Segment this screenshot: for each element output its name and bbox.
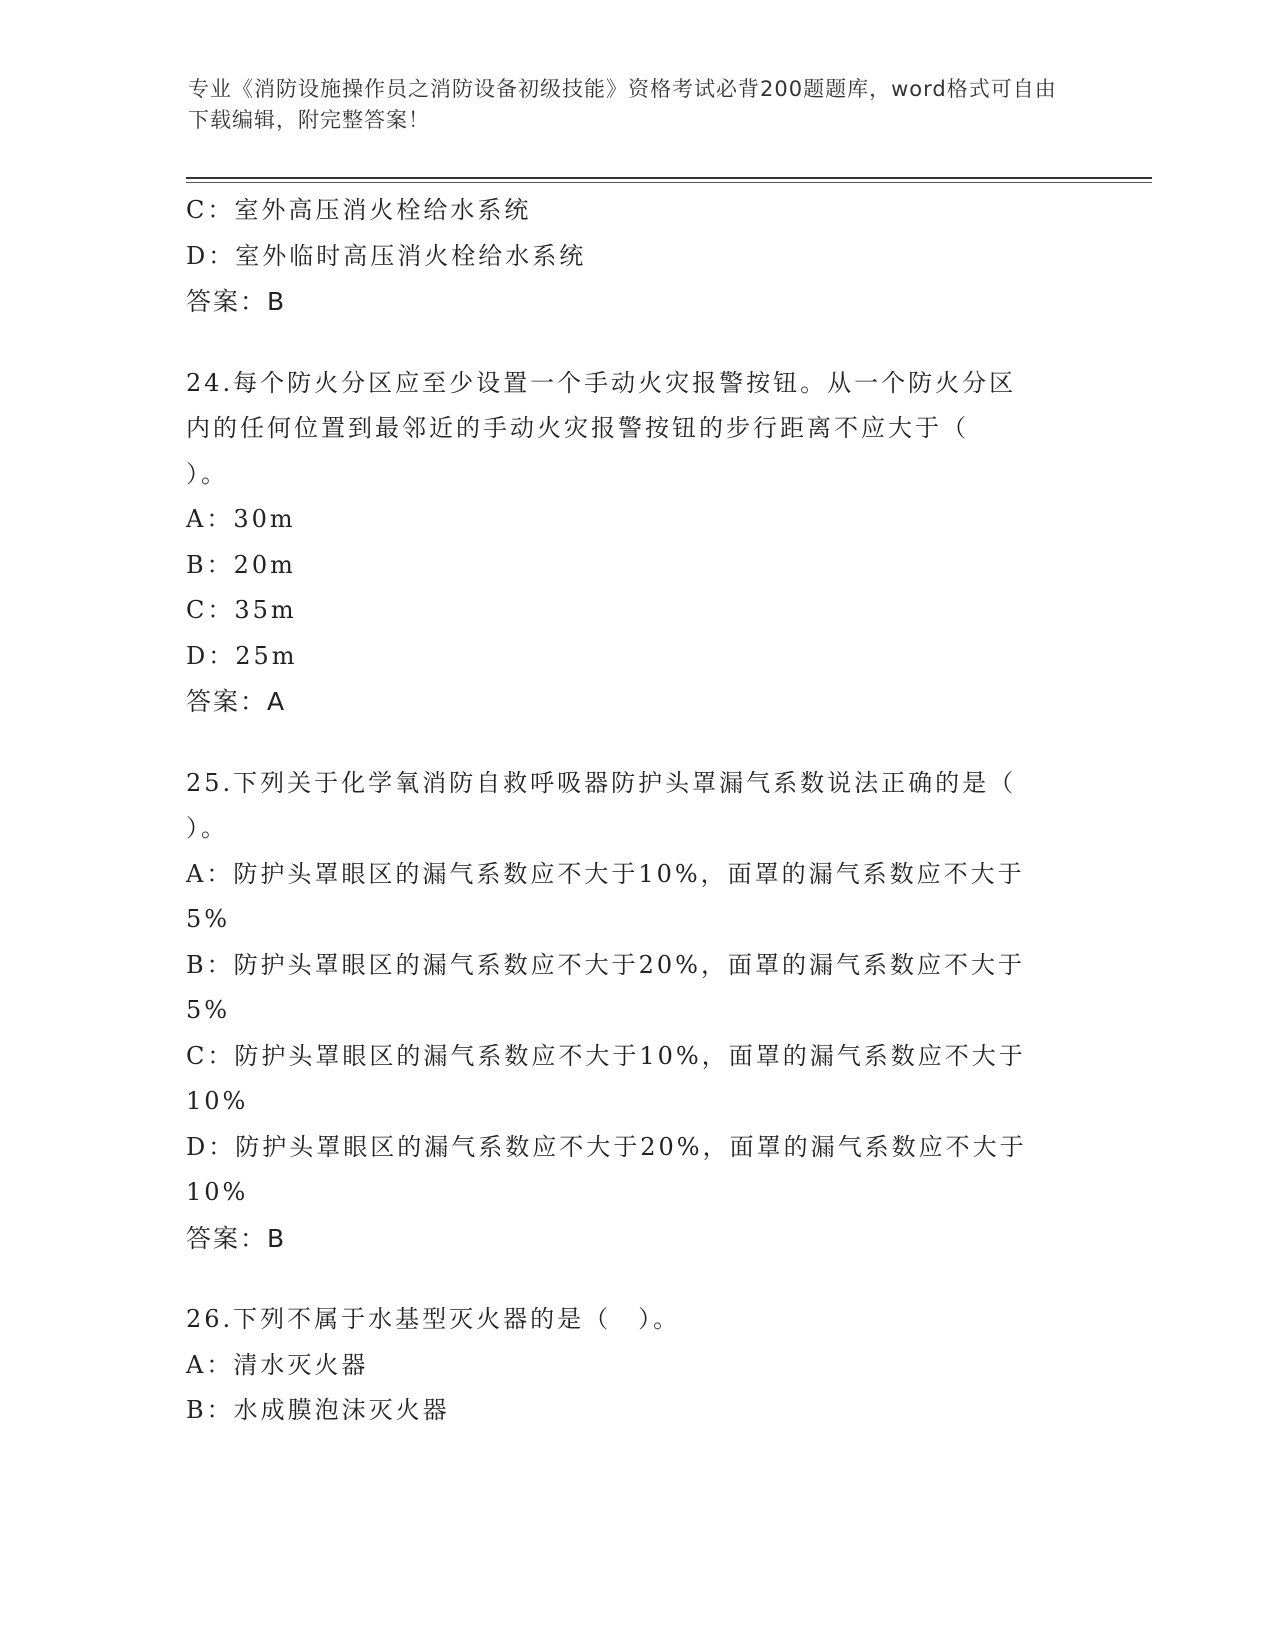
option-d-cont: 10% bbox=[186, 1178, 249, 1206]
option-b: B：防护头罩眼区的漏气系数应不大于20%，面罩的漏气系数应不大于 bbox=[186, 950, 1025, 979]
answer: 答案：B bbox=[186, 287, 287, 316]
option-a: A：30m bbox=[186, 505, 296, 533]
question-text: ）。 bbox=[186, 814, 228, 842]
option-c-cont: 10% bbox=[186, 1087, 249, 1115]
option-d: D：25m bbox=[186, 641, 298, 670]
prev-question-tail bbox=[186, 188, 1086, 325]
answer: 答案：B bbox=[186, 1223, 287, 1253]
option-a: A：清水灭火器 bbox=[186, 1350, 369, 1379]
option-c: C：防护头罩眼区的漏气系数应不大于10%，面罩的漏气系数应不大于 bbox=[186, 1041, 1026, 1070]
header-rule-thin bbox=[186, 182, 1152, 183]
answer: 答案：A bbox=[186, 687, 287, 716]
option-a-cont: 5% bbox=[186, 905, 231, 933]
question-25 bbox=[186, 761, 1086, 1262]
document-header: 专业《消防设施操作员之消防设备初级技能》资格考试必背200题题库，word格式可自由下载编辑，附完整答案！ bbox=[188, 77, 1057, 132]
question-list bbox=[186, 188, 1086, 1434]
option-d: D：防护头罩眼区的漏气系数应不大于20%，面罩的漏气系数应不大于 bbox=[186, 1132, 1027, 1161]
header-rule bbox=[186, 177, 1152, 179]
option-b: B：水成膜泡沫灭火器 bbox=[186, 1396, 450, 1424]
option-c: C：室外高压消火栓给水系统 bbox=[186, 196, 532, 224]
question-text: 内的任何位置到最邻近的手动火灾报警按钮的步行距离不应大于（ bbox=[186, 414, 969, 442]
question-text: 26.下列不属于水基型灭火器的是（ ）。 bbox=[186, 1305, 681, 1333]
option-d: D：室外临时高压消火栓给水系统 bbox=[186, 241, 587, 270]
question-24 bbox=[186, 361, 1086, 725]
option-c: C：35m bbox=[186, 596, 297, 624]
question-26 bbox=[186, 1297, 1086, 1434]
option-b: B：20m bbox=[186, 550, 296, 579]
option-a: A：防护头罩眼区的漏气系数应不大于10%，面罩的漏气系数应不大于 bbox=[186, 859, 1025, 888]
option-b-cont: 5% bbox=[186, 996, 231, 1024]
question-text: ）。 bbox=[186, 459, 228, 488]
question-text: 24.每个防火分区应至少设置一个手动火灾报警按钮。从一个防火分区 bbox=[186, 368, 1017, 397]
question-text: 25.下列关于化学氧消防自救呼吸器防护头罩漏气系数说法正确的是（ bbox=[186, 768, 1017, 797]
